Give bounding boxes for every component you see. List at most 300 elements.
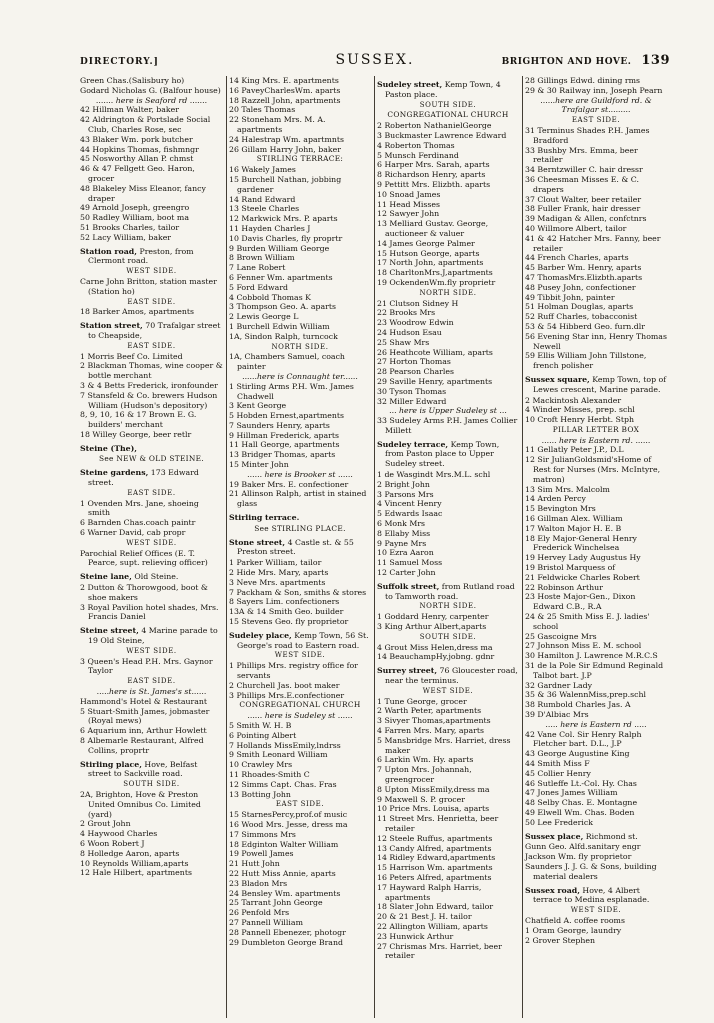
directory-columns (0, 72, 714, 1018)
directory-entry: 51 Brooks Charles, tailor (80, 222, 180, 232)
here-is-cross-reference: ... here is Upper Sudeley st ... (389, 406, 507, 416)
street-heading: Station street, 70 Trafalgar street to Cheapside, (80, 321, 221, 340)
directory-entry: 8 Sayers Lim. confectioners (229, 597, 340, 607)
directory-entry: 2 Blackman Thomas, wine cooper & bottle merchant (80, 361, 223, 381)
directory-entry: 21 Allinson Ralph, artist in stained glass (229, 489, 367, 509)
directory-entry: 8 Brown William (229, 253, 295, 263)
directory-entry: 25 Shaw Mrs (377, 337, 430, 347)
directory-entry: 7 Packham & Son, smiths & stores (229, 587, 367, 597)
directory-entry: 15 Bevington Mrs (525, 504, 596, 514)
directory-entry: 3 Parsons Mrs (377, 489, 434, 499)
directory-entry: 3 Kent George (229, 401, 287, 411)
directory-entry: 14 Rand Edward (229, 194, 296, 204)
directory-entry: 32 Gardner Lady (525, 680, 593, 690)
street-heading (80, 444, 223, 454)
directory-entry: 11 Hayden Charles J (229, 223, 311, 233)
here-is-cross-reference: ......here is Connaught ter...... (242, 371, 358, 381)
street-name: Surrey street, (377, 666, 438, 676)
directory-entry: 32 Miller Edward (377, 396, 447, 406)
directory-entry: 2A, Brighton, Hove & Preston United Omnibus Co. Limited (yard) (80, 789, 201, 819)
page-header (0, 0, 714, 72)
directory-entry: 14 King Mrs. E. apartments (229, 76, 339, 85)
street-name: Station road, (80, 246, 137, 256)
directory-entry: 5 Munsch Ferdinand (377, 150, 459, 160)
directory-entry: Carne John Britton, station master (Station ho) (80, 276, 217, 296)
directory-entry: 16 PaveyCharlesWm. aparts (229, 85, 341, 95)
directory-entry: Godard Nicholas G. (Balfour house) (80, 85, 221, 95)
directory-entry: 24 & 25 Smith Miss E. J. ladies' school (525, 612, 650, 631)
side-heading: EAST SIDE. (127, 677, 176, 686)
directory-entry: 39 D'Albiac Mrs (525, 710, 589, 719)
directory-column-3 (374, 76, 522, 1018)
directory-entry: 22 Brooks Mrs (377, 308, 436, 318)
directory-entry: 29 Saville Henry, apartments (377, 376, 493, 386)
here-is-cross-reference: ...... here is Sudeley st ...... (247, 711, 353, 721)
street-name: Sussex road, (525, 885, 580, 895)
directory-entry: 18 Ely Major-General Henry Frederick Winchelsea (525, 533, 637, 553)
directory-entry: 2 Grover Stephen (525, 935, 596, 945)
directory-entry: 6 Larkin Wm. Hy. aparts (377, 755, 474, 765)
side-heading: EAST SIDE. (127, 341, 176, 350)
directory-entry: 7 Stansfeld & Co. brewers Hudson William (Hudson's depository) (80, 390, 218, 410)
directory-entry: 14 James George Palmer (377, 238, 475, 248)
street-name: Suffolk street, (377, 581, 440, 591)
street-name: Steine (The), (80, 443, 138, 453)
street-name: Steine gardens, (80, 468, 149, 478)
directory-entry: 50 Lee Frederick (525, 817, 593, 827)
directory-entry: 6 Harper Mrs. Sarah, aparts (377, 160, 490, 170)
directory-entry: 12 Carter John (377, 568, 436, 578)
directory-entry: 9 Pettitt Mrs. Elizbth. aparts (377, 179, 491, 189)
directory-entry: 8 Upton MissEmily,dress ma (377, 784, 490, 794)
directory-entry: 23 Woodrow Edwin (377, 318, 454, 328)
directory-entry: 10 Reynolds William,aparts (80, 858, 189, 868)
directory-entry: 45 Collier Henry (525, 768, 591, 778)
directory-entry: 46 Sutleffe Lt.-Col. Hy. Chas (525, 778, 637, 788)
directory-entry: 18 Willey George, beer retlr (80, 429, 192, 439)
page-number: 139 (641, 53, 670, 68)
directory-entry: 11 Hall George, apartments (229, 440, 340, 450)
directory-entry: 15 StarnesPercy,prof.of music (229, 810, 348, 820)
directory-entry: 5 Edwards Isaac (377, 509, 443, 519)
directory-entry: 10 Croft Henry Herbt. Stph (525, 415, 635, 425)
directory-entry: 47 Jones James William (525, 788, 618, 798)
directory-entry: Green Chas.(Salisbury ho) (80, 76, 185, 85)
street-heading (229, 513, 371, 523)
header-town-label: BRIGHTON AND HOVE. (501, 57, 632, 67)
directory-column-1 (78, 76, 226, 1018)
directory-entry: 37 Clout Walter, beer retailer (525, 194, 642, 204)
directory-entry: 13 Candy Alfred, apartments (377, 843, 492, 853)
directory-entry: 9 Hillman Frederick, aparts (229, 430, 340, 440)
directory-entry: 42 Vane Col. Sir Henry Ralph Fletcher bart. D.L., J.P (525, 729, 642, 749)
directory-entry: 3 Phillips Mrs.E.confectioner (229, 690, 345, 700)
street-heading: Stirling place, Hove, Belfast street to Sackville road. (80, 759, 198, 779)
directory-entry: 17 Simmons Mrs (229, 829, 296, 839)
directory-entry: 4 Vincent Henry (377, 499, 442, 509)
directory-entry: 20 & 21 Best J. H. tailor (377, 912, 472, 922)
directory-entry: 42 Hillman Walter, baker (80, 105, 179, 115)
directory-entry: 27 Johnson Miss E. M. school (525, 641, 642, 651)
directory-entry: 4 Farren Mrs. Mary, aparts (377, 726, 485, 735)
directory-entry: 8 Richardson Henry, aparts (377, 170, 486, 180)
side-heading: WEST SIDE. (126, 538, 177, 547)
directory-entry: 6 Aquarium inn, Arthur Howlett (80, 726, 207, 736)
directory-entry: 12 Steele Ruffus, apartments (377, 833, 493, 843)
directory-entry: 44 Smith Miss F (525, 758, 590, 768)
directory-entry: 30 Tyson Thomas (377, 386, 447, 396)
directory-entry: 18 Slater John Edward, tailor (377, 902, 494, 912)
directory-entry: 39 Madigan & Allen, confctnrs (525, 214, 647, 224)
street-heading: Sudeley street, Kemp Town, 4 Paston place. (377, 80, 501, 99)
directory-entry: 11 Gellatly Peter J.P., D.L (525, 445, 624, 455)
smallcaps-line: See NEW & OLD STEINE. (99, 454, 204, 464)
directory-entry: 16 Wakely James (229, 165, 296, 175)
directory-entry: 44 French Charles, aparts (525, 253, 629, 263)
side-heading: SOUTH SIDE. (123, 780, 180, 789)
smallcaps-line: CONGREGATIONAL CHURCH (387, 110, 509, 120)
directory-entry: 24 Halestrap Wm. apartmnts (229, 134, 344, 144)
directory-entry: 9 Maxwell S. P. grocer (377, 794, 465, 804)
directory-entry: Saunders J. J. G. & Sons, building material dealers (525, 861, 657, 881)
directory-entry: 6 Barnden Chas.coach paintr (80, 518, 196, 528)
directory-entry: 1A, Chambers Samuel, coach painter (229, 352, 345, 372)
directory-entry: 43 George Augustine King (525, 749, 630, 759)
directory-entry: 33 Sudeley Arms P.H. James Collier Millett (377, 416, 518, 435)
directory-entry: 11 Rhoades-Smith C (229, 769, 310, 779)
directory-entry: 12 Simms Capt. Chas. Fras (229, 779, 337, 789)
directory-entry: 10 Ezra Aaron (377, 548, 434, 558)
directory-entry: 47 ThomasMrs.Elizbth.aparts (525, 272, 643, 282)
directory-entry: 4 Winder Misses, prep. schl (525, 405, 635, 415)
here-is-cross-reference: ..... here is Eastern rd ..... (545, 719, 647, 729)
directory-entry: 14 Arden Percy (525, 494, 586, 504)
directory-entry: 52 Lacy William, baker (80, 232, 172, 242)
directory-entry: 8 Holledge Aaron, aparts (80, 848, 180, 858)
directory-entry: 13A & 14 Smith Geo. builder (229, 607, 344, 617)
here-is-cross-reference: ...... here is Eastern rd. ...... (541, 435, 651, 445)
directory-entry: 17 Hayward Ralph Harris, apartments (377, 882, 482, 902)
street-name: Sudeley street, (377, 80, 443, 89)
directory-entry: 38 Rumbold Charles Jas. A (525, 700, 631, 710)
directory-entry: 18 Edginton Walter William (229, 839, 339, 849)
directory-entry: 12 Sawyer John (377, 209, 440, 219)
directory-entry: 1 Oram George, laundry (525, 925, 622, 935)
directory-entry: 48 Pusey John, confectioner (525, 282, 636, 292)
directory-entry: 6 Pointing Albert (229, 730, 297, 740)
street-heading: Sudeley place, Kemp Town, 56 St. George's road to Eastern road. (229, 630, 369, 650)
directory-entry: 26 Gillam Harry John, baker (229, 144, 341, 154)
directory-entry: 14 BeauchampHy.jobng. gdnr (377, 652, 495, 662)
directory-entry: 1 Tune George, grocer (377, 696, 467, 706)
directory-entry: 23 Hunwick Arthur (377, 931, 454, 941)
street-name: Sudeley place, (229, 630, 292, 640)
directory-entry: 44 Hopkins Thomas, fishmngr (80, 144, 199, 154)
side-heading: NORTH SIDE. (271, 342, 329, 351)
directory-entry: 52 Ruff Charles, tobacconist (525, 312, 638, 322)
directory-entry: 2 Dutton & Thorowgood, boot & shoe makers (80, 583, 208, 602)
directory-entry: 1 Burchell Edwin William (229, 321, 330, 331)
directory-entry: 50 Radley William, boot ma (80, 213, 189, 223)
directory-entry: 3 Neve Mrs. apartments (229, 577, 326, 587)
street-heading: Steine lane, Old Steine. (80, 572, 179, 582)
street-name: Stone street, (229, 537, 286, 547)
side-heading: WEST SIDE. (570, 906, 622, 915)
directory-entry: 42 Aldrington & Portslade Social Club, Charles Rose, sec (80, 115, 211, 134)
directory-entry: 4 Grout Miss Helen,dress ma (377, 642, 493, 652)
directory-entry: 2 Hide Mrs. Mary, aparts (229, 568, 329, 578)
directory-entry: 11 Street Mrs. Henrietta, beer retailer (377, 814, 499, 833)
directory-entry: 6 Woon Robert J (80, 838, 145, 848)
directory-entry: 13 Melliard Gustav. George, auctioneer & valuer (377, 219, 489, 238)
directory-entry: 7 Saunders Henry, aparts (229, 420, 330, 430)
directory-entry: 46 & 47 Fellgett Geo. Haron, grocer (80, 164, 195, 183)
directory-entry: 19 Baker Mrs. E. confectioner (229, 479, 349, 489)
directory-entry: 3 & 4 Betts Frederick, ironfounder (80, 380, 218, 390)
directory-entry: 1 Goddard Henry, carpenter (377, 612, 489, 622)
directory-entry: 49 Arnold Joseph, greengro (80, 203, 190, 213)
side-heading: EAST SIDE. (275, 800, 325, 809)
directory-entry: 49 Tibbit John, painter (525, 292, 615, 302)
directory-entry: 25 Tarrant John George (229, 898, 323, 908)
directory-entry: Chatfield A. coffee rooms (525, 915, 625, 925)
directory-entry: 53 & 54 Hibberd Geo. furn.dlr (525, 321, 646, 331)
directory-entry: 35 & 36 WalennMiss,prep.schl (525, 690, 646, 700)
header-section-title (414, 53, 670, 68)
directory-entry: 24 Hudson Esau (377, 327, 442, 337)
directory-entry: 26 Heathcote William, aparts (377, 347, 493, 357)
directory-entry: 16 Gillman Alex. William (525, 514, 623, 524)
directory-entry: 16 Peters Alfred, apartments (377, 872, 492, 882)
directory-entry: 45 Nosworthy Allan P. chmst (80, 154, 194, 164)
directory-entry: 5 Ford Edward (229, 282, 289, 292)
directory-entry: 31 de la Pole Sir Edmund Reginald Talbot bart. J.P (525, 661, 664, 680)
street-name: Sussex square, (525, 374, 590, 384)
directory-entry: 4 Cobbold Thomas K (229, 292, 312, 302)
directory-entry: 22 Allington William, aparts (377, 921, 488, 931)
directory-entry: 1 Morris Beef Co. Limited (80, 351, 183, 361)
directory-entry: 27 Chrismas Mrs. Harriet, beer retailer (377, 941, 502, 961)
directory-entry: 22 Robinson Arthur (525, 582, 603, 592)
street-heading: Sussex square, Kemp Town, top of Lewes crescent, Marine parade. (525, 374, 667, 394)
directory-entry: 31 Terminus Shades P.H. James Bradford (525, 125, 650, 145)
directory-entry: 4 Roberton Thomas (377, 140, 455, 150)
directory-entry: 9 Burden William George (229, 243, 330, 253)
street-heading: Sussex road, Hove, 4 Albert terrace to Medina esplanade. (525, 885, 650, 905)
street-heading: Sudeley terrace, Kemp Town, from Paston place to Upper Sudeley street. (377, 439, 500, 469)
directory-entry: 15 Hutson George, aparts (377, 248, 480, 258)
header-county-title: SUSSEX. (335, 52, 415, 68)
directory-entry: 24 Bensley Wm. apartments (229, 888, 341, 898)
directory-entry: 6 Warner David, cab propr (80, 528, 186, 538)
street-heading: Stone street, 4 Castle st. & 55 Preston street. (229, 537, 354, 557)
directory-entry: Gunn Geo. Alfd.sanitary engr (525, 842, 641, 852)
directory-entry: 13 Bridger Thomas, aparts (229, 450, 336, 460)
directory-entry: 15 Minter John (229, 460, 289, 470)
directory-entry: 51 Holman Douglas, aparts (525, 302, 634, 312)
directory-entry: 9 Payne Mrs (377, 538, 427, 548)
directory-entry: 29 & 30 Railway inn, Joseph Pearn (525, 85, 663, 95)
directory-entry: 28 Gillings Edwd. dining rms (525, 76, 641, 85)
street-heading: Steine gardens, 173 Edward street. (80, 468, 199, 488)
side-heading: NORTH SIDE. (419, 602, 477, 611)
directory-entry: 14 Ridley Edward,apartments (377, 853, 496, 863)
directory-entry: 8, 9, 10, 16 & 17 Brown E. G. builders' merchant (80, 410, 197, 430)
directory-entry: 17 Walton Major H. E. B (525, 523, 622, 533)
directory-entry: 5 Hobden Ernest,apartments (229, 411, 345, 421)
directory-entry: 19 Bristol Marquess of (525, 563, 616, 573)
directory-entry: 19 Powell James (229, 849, 294, 859)
side-heading: EAST SIDE. (127, 488, 176, 497)
directory-entry: 38 Fuller Frank, hair dresser (525, 204, 641, 214)
directory-entry: 3 King Arthur Albert,aparts (377, 622, 487, 632)
street-name: Stirling terrace. (229, 513, 300, 523)
smallcaps-line: CONGREGATIONAL CHURCH (239, 700, 361, 710)
directory-entry: 30 Hamilton J. Lawrence M.R.C.S (525, 651, 658, 661)
directory-entry: 15 Harrison Wm. apartments (377, 863, 493, 873)
directory-entry: 33 Bushby Mrs. Emma, beer retailer (525, 145, 638, 165)
side-heading: EAST SIDE. (127, 297, 176, 306)
directory-entry: 28 Pannell Ebenezer, photogr (229, 927, 346, 937)
directory-entry: 21 Hutt John (229, 859, 280, 869)
directory-entry: 10 Snoad James (377, 189, 441, 199)
directory-entry: 21 Clutson Sidney H (377, 298, 459, 308)
directory-entry: 5 Mansbridge Mrs. Harriet, dress maker (377, 735, 511, 755)
street-heading: Station road, Preston, from Clermont road. (80, 246, 194, 266)
directory-entry: 36 Cheesman Misses E. & C. drapers (525, 174, 639, 194)
directory-entry: 10 Crawley Mrs (229, 760, 293, 770)
directory-entry: 3 Queen's Head P.H. Mrs. Gaynor Taylor (80, 656, 213, 676)
directory-entry: 3 Buckmaster Lawrence Edward (377, 130, 507, 140)
directory-entry: 26 Penfold Mrs (229, 908, 290, 918)
directory-entry: 20 Tales Thomas (229, 105, 296, 115)
directory-entry: 27 Pannell William (229, 917, 303, 927)
directory-entry: 29 Dumbleton George Brand (229, 937, 343, 947)
directory-entry: 7 Lane Robert (229, 263, 286, 273)
street-name: Stirling place, (80, 759, 142, 769)
directory-entry: 22 Hutt Miss Annie, aparts (229, 868, 336, 878)
street-name: Sussex place, (525, 831, 584, 841)
directory-entry: 8 Albemarle Restaurant, Alfred Collins, proprtr (80, 736, 204, 755)
street-name: Station street, (80, 321, 143, 331)
side-heading: WEST SIDE. (126, 646, 177, 655)
directory-column-4 (522, 76, 670, 1018)
side-heading: SOUTH SIDE. (419, 632, 477, 641)
directory-entry: 7 Hollands MissEmily,lndrss (229, 740, 341, 750)
directory-entry: 25 Gascoigne Mrs (525, 631, 597, 641)
directory-entry: 6 Fenner Wm. apartments (229, 272, 333, 282)
directory-entry: 12 Sir JulianGoldsmid'sHome of Rest for Nurses (Mrs. McIntyre, matron) (525, 455, 661, 484)
directory-entry: 10 Davis Charles, fly proprtr (229, 233, 343, 243)
side-heading: WEST SIDE. (126, 267, 177, 276)
directory-entry: 13 Sim Mrs. Malcolm (525, 484, 610, 494)
directory-entry: 2 Churchell Jas. boot maker (229, 680, 340, 690)
directory-entry: 3 Thompson Geo. A. aparts (229, 302, 337, 312)
directory-entry: Hammond's Hotel & Restaurant (80, 696, 208, 706)
street-name: Sudeley terrace, (377, 439, 449, 449)
directory-entry: 2 Roberton NathanielGeorge (377, 121, 492, 131)
directory-entry: 1 Phillips Mrs. registry office for servants (229, 661, 358, 681)
directory-entry: 19 OckendenWm.fly proprietr (377, 277, 496, 287)
directory-entry: 6 Monk Mrs (377, 519, 426, 529)
here-is-cross-reference: ......here are Guildford rd. & Trafalgar st......... (540, 95, 652, 115)
street-name: Steine street, (80, 626, 139, 636)
directory-entry: 34 Berntzwiller C. hair dressr (525, 165, 643, 175)
street-heading: Surrey street, 76 Gloucester road, near the terminus. (377, 666, 518, 686)
directory-entry: 15 Burchell Nathan, jobbing gardener (229, 174, 342, 194)
directory-entry: 15 Stevens Geo. fly proprietor (229, 617, 349, 627)
directory-entry: 5 Stuart-Smith James, jobmaster (Royal mews) (80, 706, 210, 726)
directory-entry: 56 Evening Star inn, Henry Thomas Newell (525, 331, 667, 351)
side-heading: NORTH SIDE. (419, 288, 477, 297)
here-is-cross-reference: ...... here is Brooker st ...... (247, 469, 353, 479)
directory-entry: 7 Upton Mrs. Johannah, greengrocer (377, 765, 472, 784)
directory-entry: 22 Stoneham Mrs. M. A. apartments (229, 115, 326, 134)
directory-entry: 11 Samuel Moss (377, 558, 443, 568)
here-is-cross-reference: .....here is St. James's st...... (96, 687, 207, 697)
directory-entry: 10 Price Mrs. Louisa, aparts (377, 804, 490, 814)
directory-entry: 2 Lewis George L (229, 312, 299, 322)
directory-entry: 8 Ellaby Miss (377, 528, 431, 538)
directory-entry: 2 Warth Peter, apartments (377, 706, 482, 716)
directory-entry: 1 Ovenden Mrs. Jane, shoeing smith (80, 498, 199, 518)
directory-entry: 18 Razzell John, apartments (229, 95, 341, 105)
directory-entry: 16 Wood Mrs. Jesse, dress ma (229, 819, 348, 829)
street-heading: Steine street, 4 Marine parade to 19 Old Steine, (80, 626, 218, 646)
directory-entry: 1 Stirling Arms P.H. Wm. James Chadwell (229, 381, 354, 401)
directory-entry: 12 Hale Hilbert, apartments (80, 868, 192, 878)
directory-entry: 43 Blaker Wm. pork butcher (80, 134, 193, 144)
directory-entry: 3 Royal Pavilion hotel shades, Mrs. Francis Daniel (80, 602, 219, 622)
directory-entry: 3 Sivyer Thomas,apartments (377, 716, 491, 726)
directory-entry: 2 Bright John (377, 479, 430, 489)
smallcaps-line: STIRLING TERRACE: (256, 154, 344, 164)
smallcaps-line: See STIRLING PLACE. (254, 523, 346, 533)
directory-entry: 12 Markwick Mrs. P. aparts (229, 214, 338, 224)
street-name: Steine lane, (80, 572, 132, 582)
directory-entry: 59 Ellis William John Tillstone, french polisher (525, 351, 647, 371)
directory-entry: 1 de Wasgindt Mrs.M.L. schl (377, 470, 491, 480)
side-heading: WEST SIDE. (274, 651, 326, 660)
directory-entry: 48 Blakeley Miss Eleanor, fancy draper (80, 183, 206, 203)
directory-entry: 41 & 42 Hatcher Mrs. Fanny, beer retailer (525, 233, 661, 253)
side-heading: WEST SIDE. (422, 686, 474, 695)
street-heading: Sussex place, Richmond st. (525, 831, 638, 841)
directory-entry: 19 Hervey Lady Augustus Hy (525, 553, 641, 563)
directory-entry: 13 Botting John (229, 789, 291, 799)
directory-entry: 17 North John, apartments (377, 258, 484, 268)
directory-entry: 45 Barber Wm. Henry, aparts (525, 263, 642, 273)
directory-entry: 18 Barker Amos, apartments (80, 307, 195, 317)
directory-entry: 23 Hoste Major-Gen., Dixon Edward C.B., R.A (525, 592, 636, 612)
directory-entry: 2 Grout John (80, 819, 131, 829)
directory-entry: 13 Steele Charles (229, 204, 300, 214)
here-is-cross-reference: ....... here is Seaford rd ....... (95, 95, 208, 105)
smallcaps-line: PILLAR LETTER BOX (552, 424, 640, 434)
directory-entry: 21 Feldwicke Charles Robert (525, 572, 640, 582)
directory-entry: 4 Haywood Charles (80, 829, 158, 839)
directory-entry: 27 Horton Thomas (377, 357, 451, 367)
directory-entry: 11 Head Misses (377, 199, 441, 209)
directory-entry: Jackson Wm. fly proprietor (525, 852, 632, 862)
side-heading: SOUTH SIDE. (419, 100, 477, 109)
directory-column-2 (226, 76, 374, 1018)
directory-entry: 5 Smith W. H. B (229, 721, 292, 730)
header-directory-label: DIRECTORY.] (80, 57, 159, 67)
directory-entry: 48 Selby Chas. E. Montagne (525, 798, 638, 808)
directory-entry: 40 Willmore Albert, tailor (525, 223, 627, 233)
directory-entry: 9 Smith Leonard William (229, 750, 328, 760)
